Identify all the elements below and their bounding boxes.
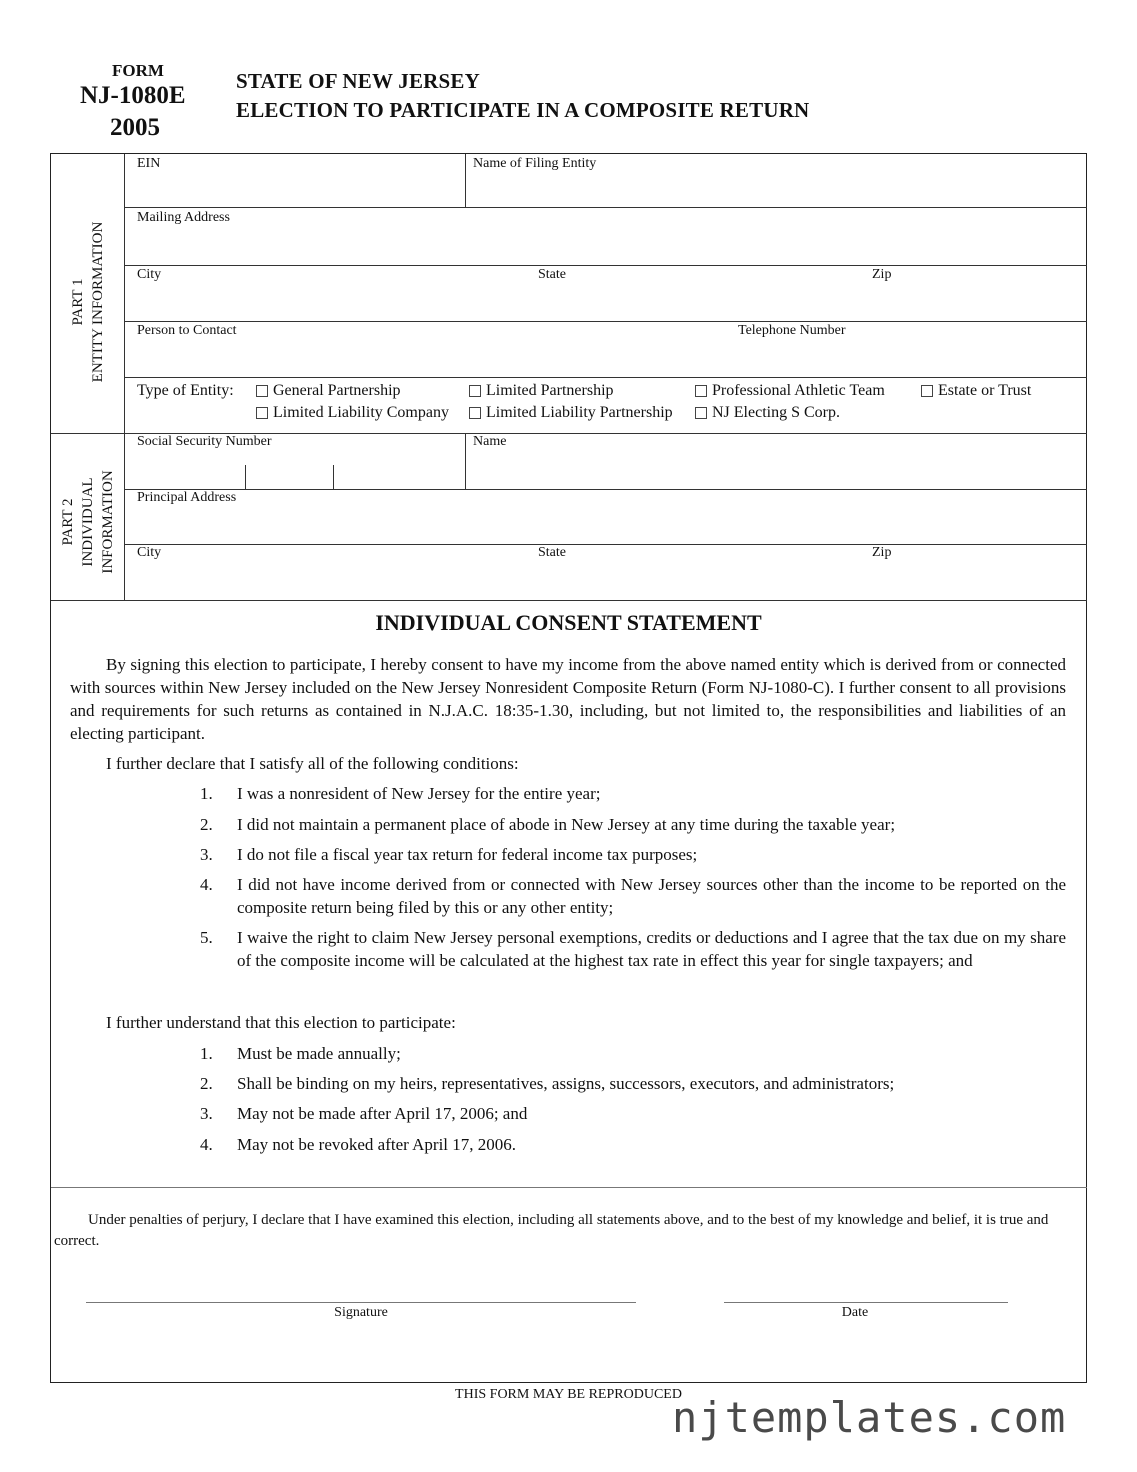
state-label: State bbox=[538, 267, 566, 282]
date-line[interactable] bbox=[724, 1302, 1008, 1303]
understanding-item: 1. Must be made annually; bbox=[200, 1044, 401, 1063]
mailing-address-label: Mailing Address bbox=[137, 210, 230, 225]
zip-label: Zip bbox=[872, 545, 892, 560]
ssn-label: Social Security Number bbox=[137, 434, 272, 449]
condition-item: 5. I waive the right to claim New Jersey personal exemptions, credits or deductions and I agree that the tax due on my share of the composite income will be calculated at the highest tax rate in effect this year for single taxpayers; and bbox=[200, 928, 1066, 970]
zip-label: Zip bbox=[872, 267, 892, 282]
checkbox-box[interactable] bbox=[695, 385, 707, 397]
filing-entity-label: Name of Filing Entity bbox=[473, 156, 597, 171]
signature-line[interactable] bbox=[86, 1302, 636, 1303]
checkbox-professional-athletic-team[interactable]: Professional Athletic Team bbox=[695, 382, 885, 400]
entity-type-label: Type of Entity: bbox=[137, 382, 234, 399]
city-label: City bbox=[137, 267, 162, 282]
checkbox-box[interactable] bbox=[256, 407, 268, 419]
principal-address-label: Principal Address bbox=[137, 490, 237, 505]
checkbox-box[interactable] bbox=[256, 385, 268, 397]
date-label: Date bbox=[841, 1305, 869, 1320]
checkbox-limited-liability-partnership[interactable]: Limited Liability Partnership bbox=[469, 404, 673, 422]
checkbox-box[interactable] bbox=[469, 385, 481, 397]
checkbox-box[interactable] bbox=[695, 407, 707, 419]
form-title-state: STATE OF NEW JERSEY bbox=[236, 69, 480, 93]
ssn-name-divider bbox=[465, 433, 466, 489]
row-divider bbox=[124, 377, 1087, 378]
condition-item: 1. I was a nonresident of New Jersey for the entire year; bbox=[200, 784, 601, 803]
contact-label: Person to Contact bbox=[137, 323, 237, 338]
form-title-election: ELECTION TO PARTICIPATE IN A COMPOSITE RETURN bbox=[236, 98, 810, 122]
checkbox-box[interactable] bbox=[469, 407, 481, 419]
part2-side-label: PART 2 INDIVIDUAL INFORMATION bbox=[60, 470, 116, 574]
consent-paragraph: By signing this election to participate, I hereby consent to have my income from the above named entity which is derived from or connected with sources within New Jersey included on the New Jersey Nonresident Composite Return (Form NJ-1080-C). I further consent to all provisions and requirements for such returns as contained in N.J.A.C. 18:35-1.30, including, but not limited to, the responsibilities and liabilities of an electing participant. bbox=[70, 655, 1066, 743]
ein-label: EIN bbox=[137, 156, 161, 171]
checkbox-limited-partnership[interactable]: Limited Partnership bbox=[469, 382, 614, 400]
understanding-item: 3. May not be made after April 17, 2006; and bbox=[200, 1104, 528, 1123]
ssn-segment-divider bbox=[333, 465, 334, 489]
ein-name-divider bbox=[465, 154, 466, 207]
row-divider bbox=[124, 265, 1087, 266]
individual-name-label: Name bbox=[473, 434, 507, 449]
checkbox-nj-electing-s-corp[interactable]: NJ Electing S Corp. bbox=[695, 404, 840, 422]
condition-item: 2. I did not maintain a permanent place of abode in New Jersey at any time during the taxable year; bbox=[200, 815, 896, 834]
form-year: 2005 bbox=[110, 114, 160, 141]
understand-intro: I further understand that this election to participate: bbox=[106, 1013, 456, 1032]
condition-item: 3. I do not file a fiscal year tax return for federal income tax purposes; bbox=[200, 845, 698, 864]
understanding-item: 2. Shall be binding on my heirs, representatives, assigns, successors, executors, and administrators; bbox=[200, 1074, 895, 1093]
row-divider bbox=[124, 321, 1087, 322]
signature-label: Signature bbox=[334, 1305, 388, 1320]
perjury-statement: Under penalties of perjury, I declare that I have examined this election, including all statements above, and to the best of my knowledge and belief, it is true and correct. bbox=[54, 1212, 1049, 1249]
row-divider bbox=[124, 207, 1087, 208]
declare-intro: I further declare that I satisfy all of the following conditions: bbox=[106, 754, 519, 773]
row-divider bbox=[124, 544, 1087, 545]
row-divider bbox=[124, 489, 1087, 490]
reproduce-note: THIS FORM MAY BE REPRODUCED bbox=[455, 1387, 682, 1402]
checkbox-limited-liability-company[interactable]: Limited Liability Company bbox=[256, 404, 449, 422]
city-label: City bbox=[137, 545, 162, 560]
state-label: State bbox=[538, 545, 566, 560]
form-number: NJ-1080E bbox=[80, 82, 186, 109]
watermark: njtemplates.com bbox=[672, 1393, 1067, 1442]
understanding-item: 4. May not be revoked after April 17, 2006. bbox=[200, 1135, 517, 1154]
checkbox-estate-or-trust[interactable]: Estate or Trust bbox=[921, 382, 1031, 400]
condition-item: 4. I did not have income derived from or connected with New Jersey sources other than the income to be reported on the composite return being filed by this or any other entity; bbox=[200, 875, 1066, 917]
part-divider bbox=[51, 600, 1087, 601]
consent-title: INDIVIDUAL CONSENT STATEMENT bbox=[375, 610, 762, 635]
checkbox-box[interactable] bbox=[921, 385, 933, 397]
telephone-label: Telephone Number bbox=[738, 323, 846, 338]
form-label: FORM bbox=[112, 61, 164, 80]
ssn-segment-divider bbox=[245, 465, 246, 489]
part1-side-label: PART 1 ENTITY INFORMATION bbox=[70, 221, 106, 383]
checkbox-general-partnership[interactable]: General Partnership bbox=[256, 382, 401, 400]
section-divider bbox=[51, 1187, 1087, 1188]
